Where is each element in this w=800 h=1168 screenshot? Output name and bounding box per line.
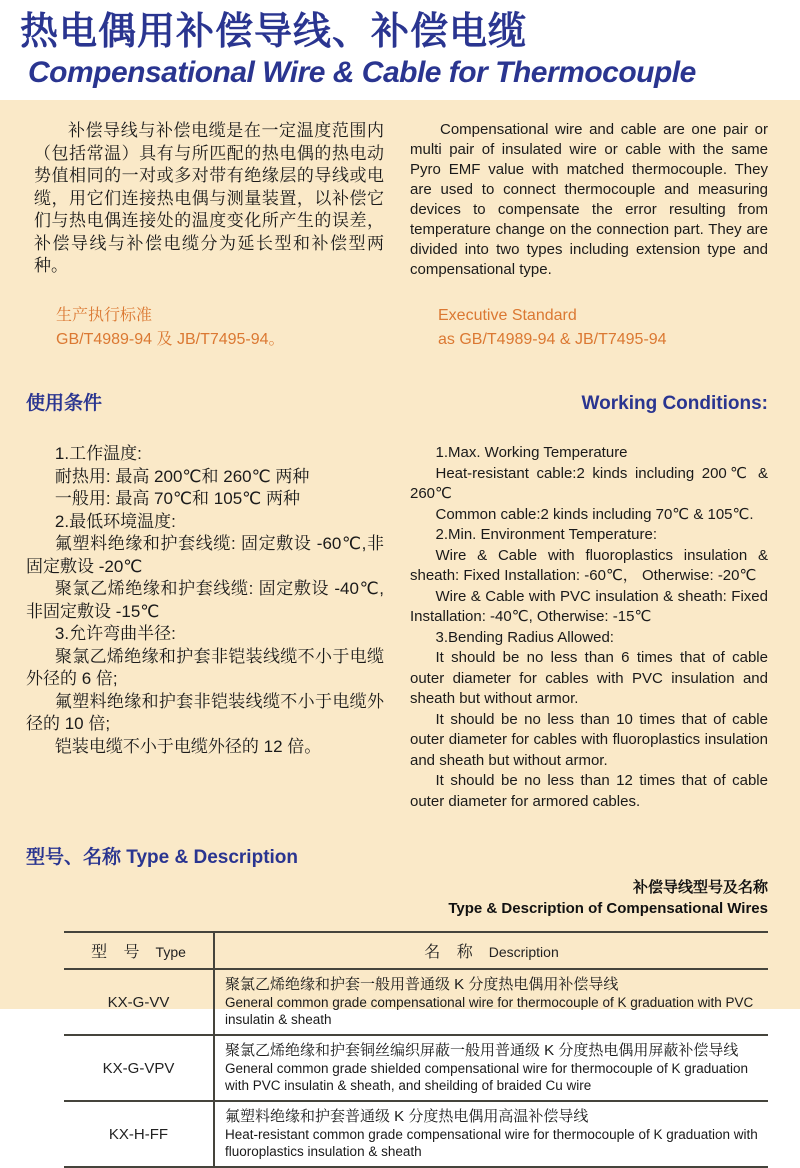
description-cn: 聚氯乙烯绝缘和护套铜丝编织屏蔽一般用普通级 K 分度热电偶用屏蔽补偿导线	[225, 1042, 739, 1059]
description-en: General common grade shielded compensational wire for thermocouple of K graduation with PVC insulatin & sheath, and sheilding of braided Cu wire	[225, 1061, 749, 1093]
intro-paragraph-cn: 补偿导线与补偿电缆是在一定温度范围内（包括常温）具有与所匹配的热电偶的热电动势值相同的一对或多对带有绝缘层的导线或电缆，用它们连接热电偶与测量装置，以补偿它们与热电偶连接处的温度变化所产生的误差，补偿导线与补偿电缆分为延长型和补偿型两种。	[34, 121, 384, 275]
standard-block-cn	[26, 304, 384, 352]
condition-item-cn: 1.工作温度:	[54, 444, 142, 463]
condition-item-en: Wire & Cable with fluoroplastics insulation & sheath: Fixed Installation: -60℃， Otherwise: -20℃	[410, 546, 768, 584]
intro-paragraph-en: Compensational wire and cable are one pair or multi pair of insulated wire or cable with the same Pyro EMF value with matched thermocouple. They are used to connect thermocouple and measuring devices to compensate the error resulting from temperature change on the connection part. They are divided into two types including extension type and compensational type.	[410, 121, 768, 278]
condition-item-cn: 铠装电缆不小于电缆外径的 12 倍。	[54, 736, 322, 756]
working-conditions-heading-en: Working Conditions:	[581, 393, 768, 414]
type-code: KX-G-VPV	[64, 1035, 214, 1101]
condition-item-en: 1.Max. Working Temperature	[435, 444, 628, 461]
intro-section	[26, 120, 768, 280]
page-title-en: Compensational Wire & Cable for Thermocouple	[28, 56, 696, 89]
working-conditions-list-en	[410, 443, 768, 812]
type-description	[214, 969, 768, 1035]
column-header-description	[214, 932, 768, 969]
condition-item-cn: 一般用: 最高 70℃和 105℃ 两种	[54, 489, 300, 508]
standards-section	[26, 304, 768, 352]
type-description-table	[64, 931, 768, 1168]
working-conditions-lists	[26, 443, 768, 812]
condition-item-en: Wire & Cable with PVC insulation & sheath: Fixed Installation: -40℃, Otherwise: -15℃	[410, 587, 768, 625]
condition-item-cn: 氟塑料绝缘和护套非铠装线缆不小于电缆外径的 10 倍;	[26, 691, 384, 733]
table-row	[64, 969, 768, 1035]
standard-label-cn: 生产执行标准	[56, 307, 153, 324]
table-row	[64, 1101, 768, 1167]
description-en: General common grade compensational wire for thermocouple of K graduation with PVC insulatin & sheath	[225, 995, 754, 1027]
column-header-description-en: Description	[488, 944, 559, 960]
page-title-cn: 热电偶用补偿导线、补偿电缆	[20, 11, 528, 53]
condition-item-cn: 氟塑料绝缘和护套线缆: 固定敷设 -60℃,非固定敷设 -20℃	[26, 534, 384, 576]
condition-item-cn: 3.允许弯曲半径:	[54, 624, 176, 643]
type-section-subtitle-en: Type & Description of Compensational Wires	[448, 900, 768, 917]
column-header-description-cn: 名 称	[424, 944, 479, 961]
table-header-row	[64, 932, 768, 969]
type-code: KX-G-VV	[64, 969, 214, 1035]
condition-item-cn: 2.最低环境温度:	[54, 511, 176, 531]
type-code: KX-H-FF	[64, 1101, 214, 1167]
page-body	[0, 100, 800, 1159]
standard-value-en: as GB/T4989-94 & JB/T7495-94	[438, 331, 667, 348]
working-conditions-headings	[26, 388, 768, 415]
standard-block-en	[410, 304, 768, 352]
condition-item-en: Common cable:2 kinds including 70℃ & 105℃.	[435, 505, 754, 523]
standard-label-en: Executive Standard	[438, 307, 577, 324]
type-description	[214, 1101, 768, 1167]
type-description	[214, 1035, 768, 1101]
type-section-subtitle-cn: 补偿导线型号及名称	[632, 879, 768, 896]
description-cn: 聚氯乙烯绝缘和护套一般用普通级 K 分度热电偶用补偿导线	[225, 976, 619, 993]
condition-item-cn: 耐热用: 最高 200℃和 260℃ 两种	[54, 466, 310, 486]
page-header	[0, 0, 800, 100]
column-header-type	[64, 932, 214, 969]
condition-item-cn: 聚氯乙烯绝缘和护套非铠装线缆不小于电缆外径的 6 倍;	[26, 646, 384, 688]
description-cn: 氟塑料绝缘和护套普通级 K 分度热电偶用高温补偿导线	[225, 1108, 589, 1125]
table-row	[64, 1035, 768, 1101]
condition-item-en: It should be no less than 12 times that of cable outer diameter for armored cables.	[410, 772, 768, 810]
condition-item-en: 3.Bending Radius Allowed:	[435, 628, 614, 646]
condition-item-en: It should be no less than 10 times that of cable outer diameter for cables with fluoroplastics insulation and sheath but without armor.	[410, 710, 768, 769]
working-conditions-list-cn	[26, 443, 384, 812]
condition-item-en: Heat-resistant cable:2 kinds including 200℃ & 260℃	[410, 464, 768, 502]
description-en: Heat-resistant common grade compensational wire for thermocouple of K graduation with fluoroplastics insulation & sheath	[225, 1127, 758, 1159]
standard-value-cn: GB/T4989-94 及 JB/T7495-94。	[56, 331, 285, 348]
column-header-type-cn: 型 号	[91, 944, 146, 961]
condition-item-cn: 聚氯乙烯绝缘和护套线缆: 固定敷设 -40℃,非固定敷设 -15℃	[26, 579, 384, 621]
column-header-type-en: Type	[155, 944, 186, 960]
type-section-heading: 型号、名称 Type & Description	[26, 847, 299, 868]
condition-item-en: 2.Min. Environment Temperature:	[435, 526, 657, 543]
condition-item-en: It should be no less than 6 times that of cable outer diameter for cables with PVC insulation and sheath but without armor.	[410, 649, 768, 707]
working-conditions-heading-cn: 使用条件	[26, 393, 103, 414]
